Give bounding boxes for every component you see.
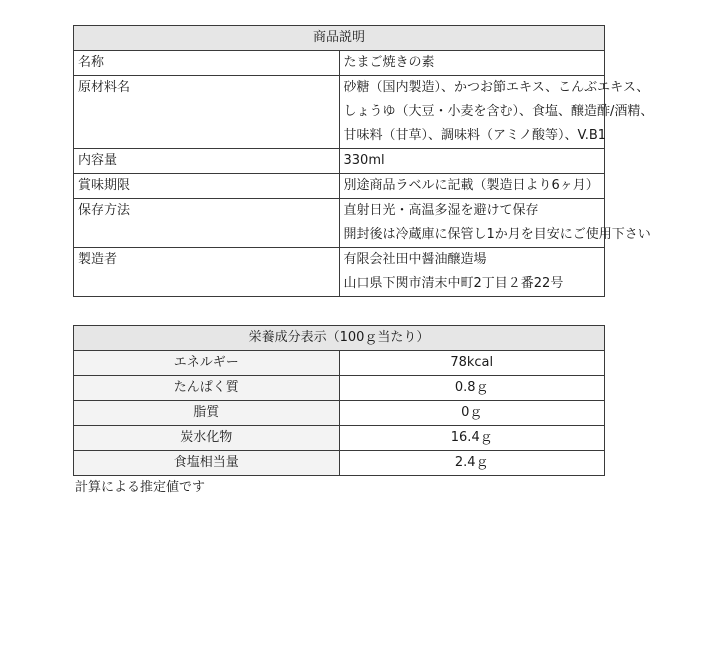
nutrient-value: 78kcal [339, 351, 605, 376]
product-table-title: 商品説明 [74, 26, 605, 51]
row-label: 保存方法 [74, 199, 340, 248]
nutrient-value: 2.4ｇ [339, 451, 605, 476]
nutrient-label: 食塩相当量 [74, 451, 340, 476]
product-row-ingredients [74, 76, 605, 149]
product-row-expiry [74, 174, 605, 199]
nutrient-value: 16.4ｇ [339, 426, 605, 451]
row-value-line: 有限会社田中醤油醸造場 [343, 252, 487, 267]
row-value-line: 別途商品ラベルに記載（製造日より6ヶ月） [343, 178, 599, 193]
row-value [339, 51, 605, 76]
nutrient-value: 0ｇ [339, 401, 605, 426]
row-value [339, 248, 605, 297]
row-value-line: 砂糖（国内製造）、かつお節エキス、こんぶエキス、 [343, 80, 650, 95]
nutrition-table-title: 栄養成分表示（100ｇ当たり） [74, 326, 605, 351]
nutrition-facts-table [73, 325, 605, 476]
product-row-manufacturer [74, 248, 605, 297]
row-value [339, 149, 605, 174]
nutrient-label: たんぱく質 [74, 376, 340, 401]
estimate-footnote: 計算による推定値です [75, 480, 206, 495]
product-description-table [73, 25, 654, 297]
row-value [339, 199, 651, 248]
row-value [339, 174, 605, 199]
row-value-line: 山口県下関市清末中町2丁目２番22号 [343, 276, 564, 291]
row-label: 名称 [74, 51, 340, 76]
row-value-line: しょうゆ（大豆・小麦を含む）、食塩、醸造酢/酒精、 [343, 104, 654, 119]
row-value-line: 甘味料（甘草）、調味料（アミノ酸等）、V.B1 [343, 128, 607, 143]
nutrient-label: 脂質 [74, 401, 340, 426]
nutrition-row-energy [74, 351, 605, 376]
row-label: 製造者 [74, 248, 340, 297]
row-value-line: 開封後は冷蔵庫に保管し1か月を目安にご使用下さい [343, 227, 651, 242]
nutrition-row-carbohydrate [74, 426, 605, 451]
nutrition-row-salt [74, 451, 605, 476]
product-row-content [74, 149, 605, 174]
row-label: 賞味期限 [74, 174, 340, 199]
nutrition-row-protein [74, 376, 605, 401]
product-row-name [74, 51, 605, 76]
row-value-line: たまご焼きの素 [343, 55, 435, 70]
row-value-line: 330ml [343, 153, 385, 168]
row-value-line: 直射日光・高温多湿を避けて保存 [343, 203, 539, 218]
nutrient-value: 0.8ｇ [339, 376, 605, 401]
row-value [339, 76, 654, 149]
row-label: 原材料名 [74, 76, 340, 149]
nutrient-label: エネルギー [74, 351, 340, 376]
nutrition-row-fat [74, 401, 605, 426]
nutrient-label: 炭水化物 [74, 426, 340, 451]
product-row-storage [74, 199, 605, 248]
row-label: 内容量 [74, 149, 340, 174]
